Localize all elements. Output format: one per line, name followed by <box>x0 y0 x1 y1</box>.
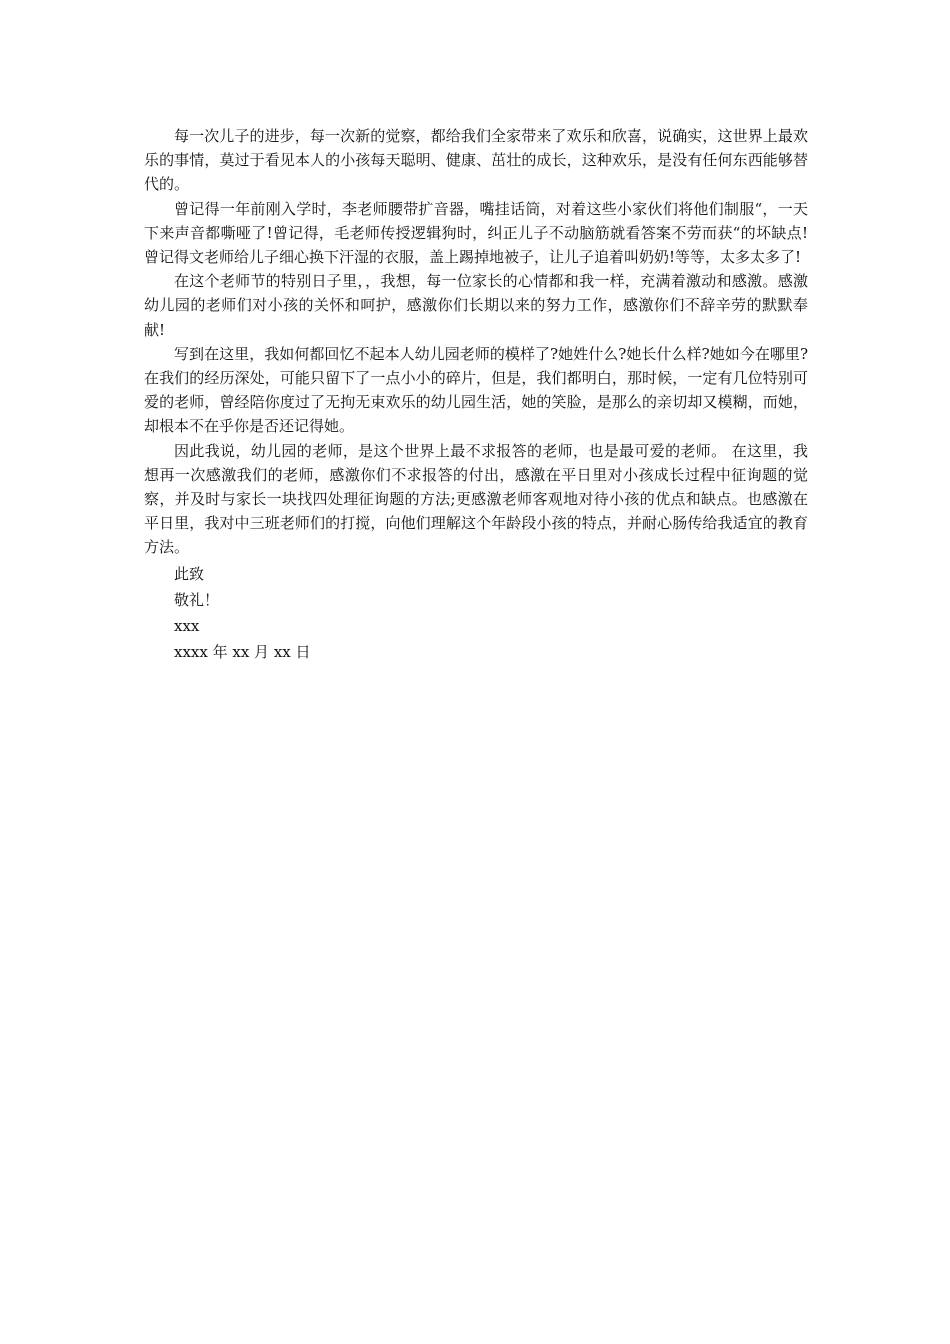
paragraph-2: 曾记得一年前刚入学时，李老师腰带扩音器，嘴挂话筒，对着这些小家伙们将他们制服“，一天下来声音都嘶哑了!曾记得，毛老师传授逻辑狗时，纠正儿子不动脑筋就看答案不劳而获“的坏缺点!曾记得文老师给儿子细心换下汗湿的衣服，盖上踢掉地被子，让儿子追着叫奶奶!等等，太多太多了! <box>144 199 808 267</box>
signature: xxx <box>174 616 200 635</box>
letter-body <box>144 124 808 665</box>
paragraph-4: 写到在这里，我如何都回忆不起本人幼儿园老师的模样了?她姓什么?她长什么样?她如今在哪里?在我们的经历深处，可能只留下了一点小小的碎片，但是，我们都明白，那时候，一定有几位特别可爱的老师，曾经陪你度过了无拘无束欢乐的幼儿园生活，她的笑脸，是那么的亲切却又模糊，而她，却根本不在乎你是否还记得她。 <box>144 344 808 436</box>
salutation-jing-li: 敬礼！ <box>174 590 220 609</box>
paragraph-1: 每一次儿子的进步，每一次新的觉察，都给我们全家带来了欢乐和欣喜，说确实，这世界上最欢乐的事情，莫过于看见本人的小孩每天聪明、健康、茁壮的成长，这种欢乐，是没有任何东西能够替代的。 <box>144 127 808 194</box>
salutation-ci-zhi: 此致 <box>174 564 205 583</box>
paragraph-3: 在这个老师节的特别日子里，，我想，每一位家长的心情都和我一样，充满着激动和感激。感激幼儿园的老师们对小孩的关怀和呵护，感激你们长期以来的努力工作，感激你们不辞辛劳的默默奉献! <box>144 272 808 339</box>
letter-date: xxxx 年 xx 月 xx 日 <box>174 642 311 661</box>
paragraph-5: 因此我说，幼儿园的老师，是这个世界上最不求报答的老师，也是最可爱的老师。 在这里，我想再一次感激我们的老师，感激你们不求报答的付出，感激在平日里对小孩成长过程中征询题的觉察，并及时与家长一块找四处理征询题的方法;更感激老师客观地对待小孩的优点和缺点。也感激在平日里，我对中三班老师们的打搅，向他们理解这个年龄段小孩的特点，并耐心肠传给我适宜的教育方法。 <box>144 441 808 557</box>
